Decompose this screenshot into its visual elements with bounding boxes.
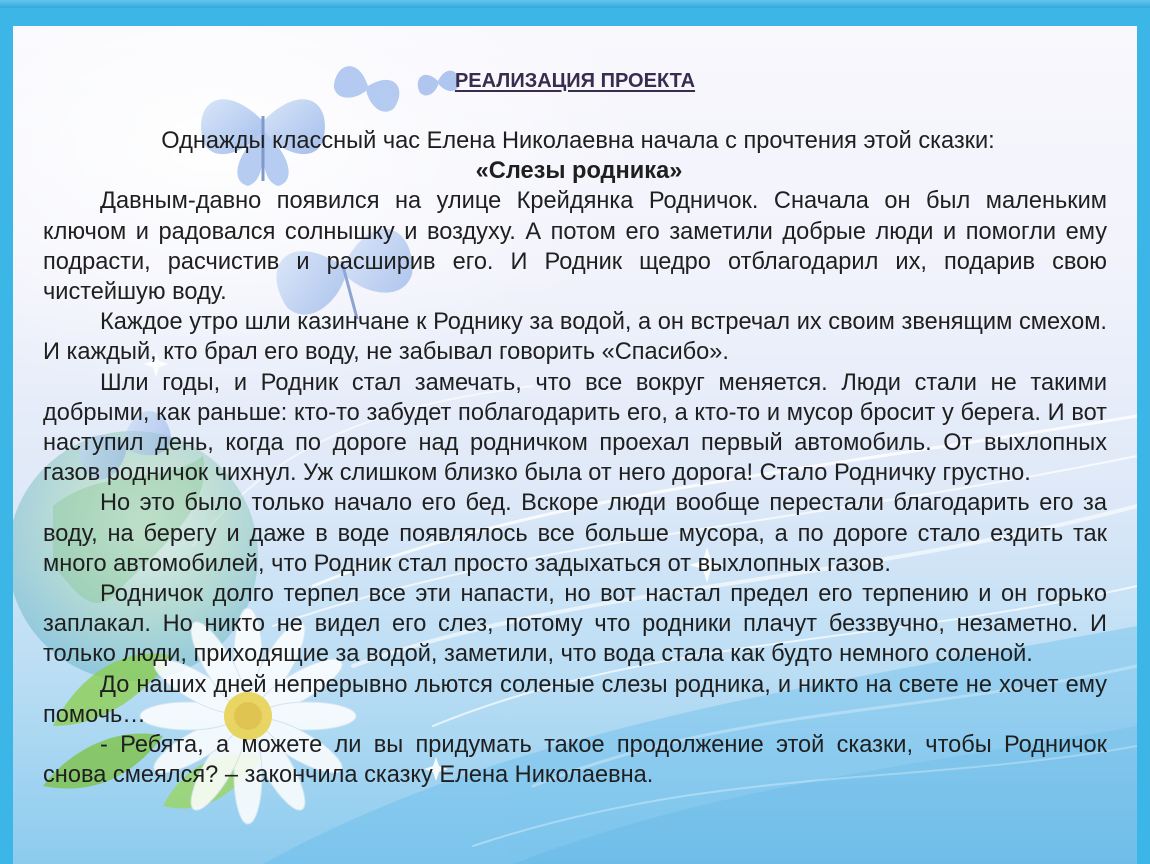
story-paragraph: Родничок долго терпел все эти напасти, но вот настал предел его терпению и он горько заплакал. Но никто не видел его слез, потому что родники плачут беззвучно, незаметно. И только люди, приходящие за водой, заметили, что вода стала как будто немного соленой. <box>43 581 1107 668</box>
slide-title: РЕАЛИЗАЦИЯ ПРОЕКТА <box>454 70 696 92</box>
story-paragraph: Каждое утро шли казинчане к Роднику за водой, а он встречал их своим звенящим смехом. И каждый, кто брал его воду, не забывал говорить «Спасибо». <box>43 309 1107 366</box>
story-paragraph: Но это было только начало его бед. Вскоре люди вообще перестали благодарить его за воду, на берегу и даже в воде появлялось все больше мусора, а по дороге стало ездить так много автомобилей, что Родник стал просто задыхаться от выхлопных газов. <box>43 490 1107 577</box>
slide <box>13 26 1137 864</box>
top-frame-bar <box>0 0 1150 8</box>
intro-line: Однажды классный час Елена Николаевна начала с прочтения этой сказки: <box>161 128 995 154</box>
story-text-block <box>43 126 1107 790</box>
story-paragraph: До наших дней непрерывно льются соленые слезы родника, и никто на свете не хочет ему помочь… <box>43 671 1107 728</box>
story-paragraph: Давным-давно появился на улице Крейдянка Родничок. Сначала он был маленьким ключом и радовался солнышку и воздуху. А потом его заметили добрые люди и помогли ему подрасти, расчистив и расширив его. И Родник щедро отблагодарил их, подарив свою чистейшую воду. <box>43 188 1107 306</box>
story-paragraph: - Ребята, а можете ли вы придумать такое продолжение этой сказки, чтобы Родничок снова смеялся? – закончила сказку Елена Николаевна. <box>43 732 1107 789</box>
story-title: «Слезы родника» <box>475 158 683 185</box>
story-paragraph: Шли годы, и Родник стал замечать, что все вокруг меняется. Люди стали не такими добрыми, как раньше: кто-то забудет поблагодарить его, а кто-то и мусор бросит у берега. И вот наступил день, когда по дороге над родничком проехал первый автомобиль. От выхлопных газов родничок чихнул. Уж слишком близко была от него дорога! Стало Родничку грустно. <box>43 369 1107 487</box>
